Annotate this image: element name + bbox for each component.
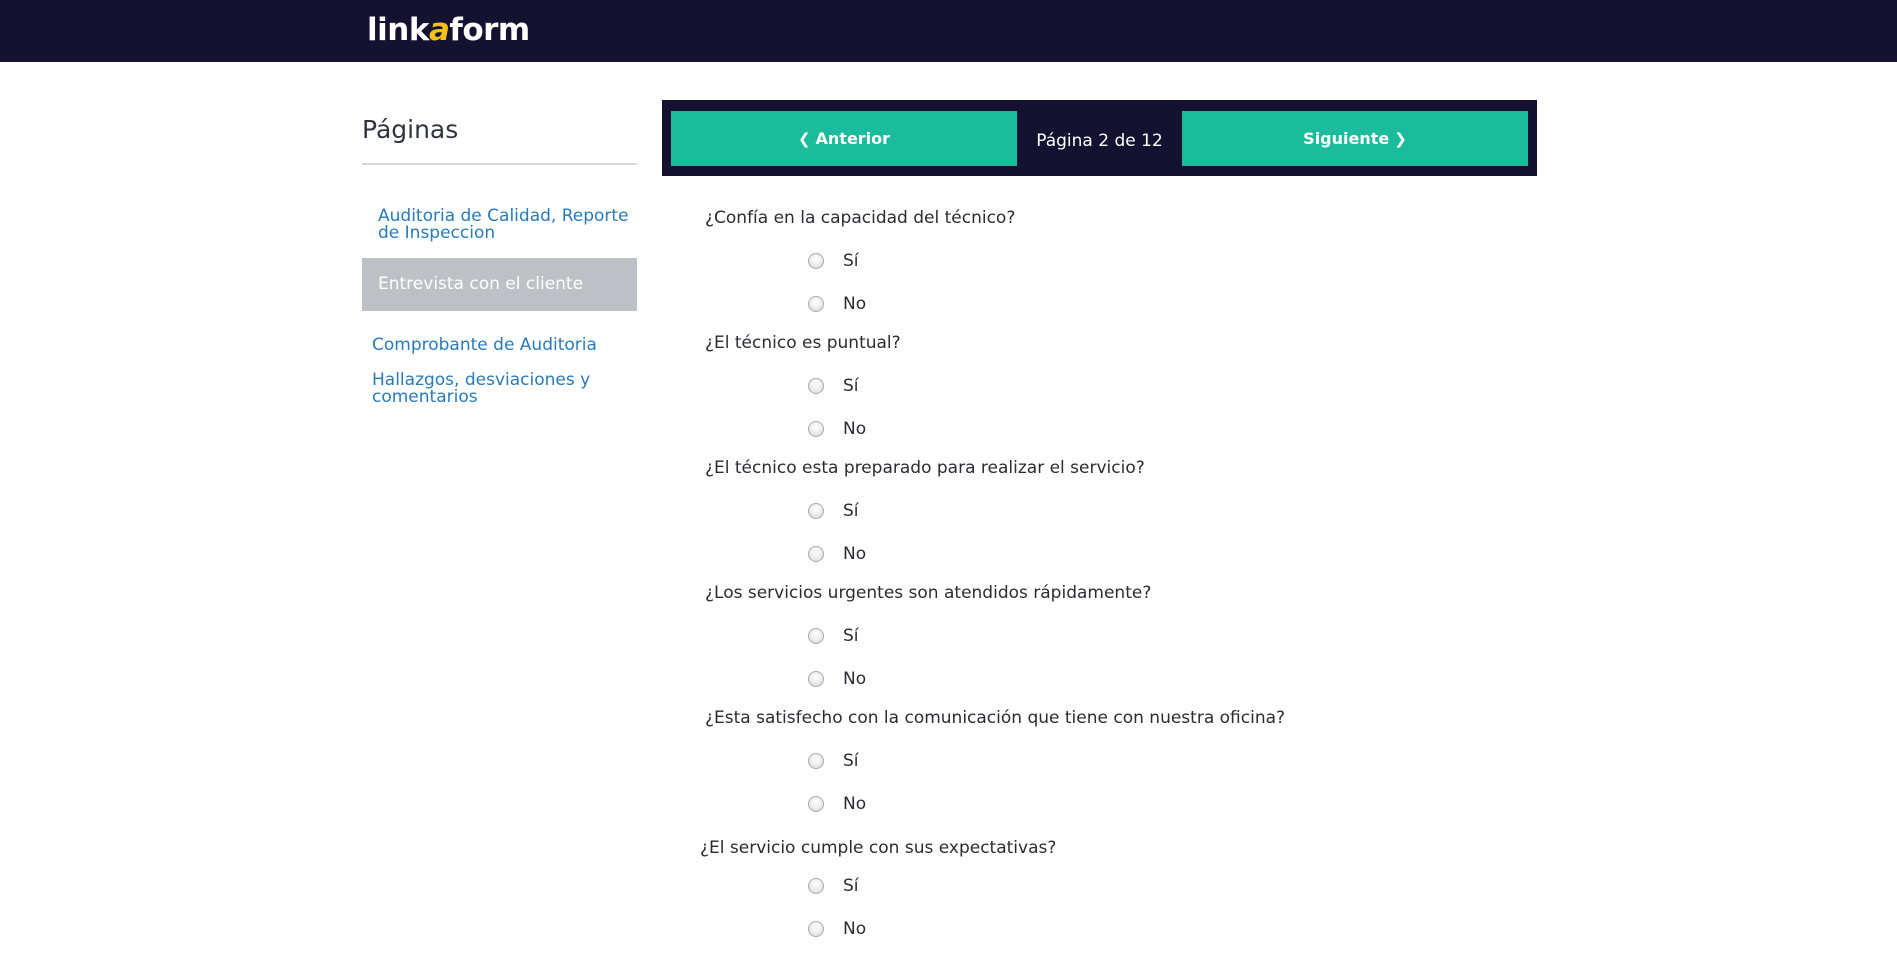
radio-button-icon[interactable] [808, 296, 824, 312]
option-label: Sí [843, 376, 859, 396]
logo-text-accent: a [428, 12, 450, 48]
sidebar-title: Páginas [362, 115, 637, 165]
option-label: No [843, 669, 867, 689]
option-label: Sí [843, 251, 859, 271]
sidebar-item-comprobante-auditoria[interactable]: Comprobante de Auditoria [372, 335, 597, 355]
linkaform-logo[interactable] [367, 10, 530, 50]
question-5-option-si[interactable] [808, 751, 859, 771]
option-label: No [843, 419, 867, 439]
question-1-option-si[interactable] [808, 251, 859, 271]
question-6-label: ¿El servicio cumple con sus expectativas? [700, 838, 1057, 858]
option-label: Sí [843, 751, 859, 771]
sidebar-item-hallazgos[interactable]: Hallazgos, desviaciones y comentarios [372, 370, 591, 407]
question-5-label: ¿Esta satisfecho con la comunicación que tiene con nuestra oficina? [705, 708, 1286, 728]
next-page-button[interactable] [1182, 111, 1528, 166]
option-label: No [843, 919, 867, 939]
radio-button-icon[interactable] [808, 546, 824, 562]
previous-label: Anterior [815, 129, 891, 148]
radio-button-icon[interactable] [808, 421, 824, 437]
question-2-option-si[interactable] [808, 376, 859, 396]
question-2-option-no[interactable] [808, 419, 866, 439]
previous-page-button[interactable] [671, 111, 1017, 166]
radio-button-icon[interactable] [808, 503, 824, 519]
radio-button-icon[interactable] [808, 796, 824, 812]
question-4-option-si[interactable] [808, 626, 859, 646]
question-1-label: ¿Confía en la capacidad del técnico? [705, 208, 1016, 228]
radio-button-icon[interactable] [808, 628, 824, 644]
page-navigation-bar [662, 100, 1537, 176]
question-5-option-no[interactable] [808, 794, 866, 814]
radio-button-icon[interactable] [808, 253, 824, 269]
chevron-left-icon: ❮ [797, 129, 811, 148]
radio-button-icon[interactable] [808, 921, 824, 937]
page-indicator: Página 2 de 12 [1036, 131, 1163, 151]
option-label: Sí [843, 626, 859, 646]
logo-text-end: form [449, 12, 530, 48]
pages-sidebar [362, 115, 637, 407]
question-3-label: ¿El técnico esta preparado para realizar el servicio? [705, 458, 1145, 478]
question-6-option-no[interactable] [808, 919, 866, 939]
question-3-option-no[interactable] [808, 544, 866, 564]
question-4-label: ¿Los servicios urgentes son atendidos rápidamente? [705, 583, 1152, 603]
radio-button-icon[interactable] [808, 671, 824, 687]
radio-button-icon[interactable] [808, 753, 824, 769]
radio-button-icon[interactable] [808, 878, 824, 894]
question-4-option-no[interactable] [808, 669, 866, 689]
radio-button-icon[interactable] [808, 378, 824, 394]
option-label: No [843, 794, 867, 814]
sidebar-item-entrevista-cliente[interactable]: Entrevista con el cliente [362, 258, 637, 311]
next-label: Siguiente [1303, 129, 1390, 148]
option-label: Sí [843, 876, 859, 896]
question-3-option-si[interactable] [808, 501, 859, 521]
top-bar [0, 0, 1897, 62]
option-label: No [843, 544, 867, 564]
logo-text-start: link [367, 12, 429, 48]
question-1-option-no[interactable] [808, 294, 866, 314]
chevron-right-icon: ❯ [1394, 129, 1407, 148]
question-6-option-si[interactable] [808, 876, 859, 896]
option-label: No [843, 294, 867, 314]
question-2-label: ¿El técnico es puntual? [705, 333, 901, 353]
sidebar-item-auditoria-calidad[interactable]: Auditoria de Calidad, Reporte de Inspeccion [378, 206, 629, 243]
option-label: Sí [843, 501, 859, 521]
